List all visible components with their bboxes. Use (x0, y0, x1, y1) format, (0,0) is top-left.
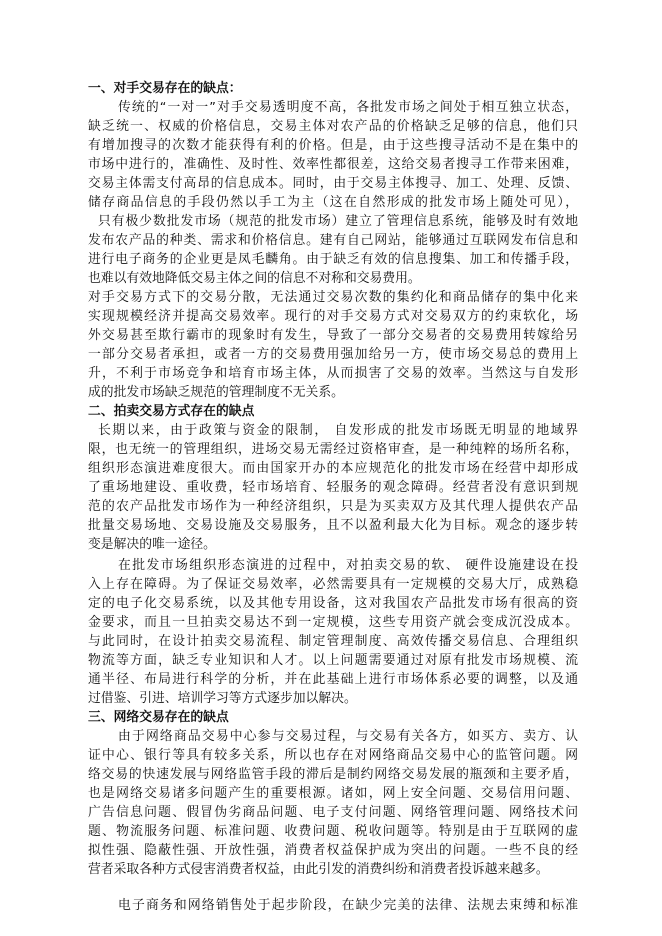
section-heading-2: 二、拍卖交易方式存在的缺点 (88, 404, 255, 419)
text-line: 了重场地建设、重收费，轻市场培育、轻服务的观念障碍。经营者没有意识到规 (88, 480, 578, 495)
text-line: 传统的“一对一”对手交易透明度不高，各批发市场之间处于相互独立状态， (118, 100, 578, 115)
text-line: 缺乏统一、权威的价格信息，交易主体对农产品的价格缺乏足够的信息，他们只 (88, 119, 578, 134)
text-line: 实现规模经济并提高交易效率。现行的对手交易方式对交易双方的约束软化，场 (88, 309, 578, 324)
text-line: 限，也无统一的管理组织，进场交易无需经过资格审查，是一种纯粹的场所名称， (88, 442, 578, 457)
text-line: 入上存在障碍。为了保证交易效率，必然需要具有一定规模的交易大厅，成熟稳 (88, 577, 578, 592)
section-heading-3: 三、网络交易存在的缺点 (88, 710, 229, 725)
text-line: 络交易的快速发展与网络监管手段的滞后是制约网络交易发展的瓶颈和主要矛盾， (88, 767, 578, 782)
text-line: 过借鉴、引进、培训学习等方式逐步加以解决。 (88, 691, 357, 706)
text-line: 与此同时，在设计拍卖交易流程、制定管理制度、高效传播交易信息、合理组织 (88, 634, 578, 649)
text-line: 只有极少数批发市场（规范的批发市场）建立了管理信息系统，能够及时有效地 (98, 214, 578, 229)
text-line: 批量交易场地、交易设施及交易服务，且不以盈利最大化为目标。观念的逐步转 (88, 518, 578, 533)
text-line: 拟性强、隐蔽性强、开放性强，消费者权益保护成为突出的问题。一些不良的经 (88, 843, 578, 858)
text-line: 在批发市场组织形态演进的过程中，对拍卖交易的软、 硬件设施建设在投 (118, 558, 578, 573)
text-line: 由于网络商品交易中心参与交易过程，与交易有关各方，如买方、卖方、认 (118, 729, 578, 744)
text-line: 通半径、布局进行科学的分析，并在此基础上进行市场体系必要的调整，以及通 (88, 672, 578, 687)
text-line: 组织形态演进难度很大。而由国家开办的本应规范化的批发市场在经营中却形成 (88, 461, 578, 476)
text-line: 交易主体需支付高昂的信息成本。同时，由于交易主体搜寻、加工、处理、反馈、 (88, 176, 578, 191)
text-line: 对手交易方式下的交易分散，无法通过交易次数的集约化和商品储存的集中化来 (88, 290, 578, 305)
text-line: 进行电子商务的企业更是凤毛麟角。由于缺乏有效的信息搜集、加工和传播手段， (88, 252, 578, 267)
text-line: 金要求，而且一旦拍卖交易达不到一定规模，这些专用资产就会变成沉没成本。 (88, 615, 578, 630)
text-line: 一部分交易者承担，或者一方的交易费用强加给另一方，使市场交易总的费用上 (88, 347, 578, 362)
text-line: 也是网络交易诸多问题产生的重要根源。诸如，网上安全问题、交易信用问题、 (88, 786, 578, 801)
text-line: 市场中进行的，准确性、及时性、效率性都很差，这给交易者搜寻工作带来困难， (88, 157, 578, 172)
text-line: 物流等方面，缺乏专业知识和人才。以上问题需要通过对原有批发市场规模、流 (88, 653, 578, 668)
text-line: 长期以来，由于政策与资金的限制， 自发形成的批发市场既无明显的地域界 (98, 423, 578, 438)
text-line: 广告信息问题、假冒伪劣商品问题、电子支付问题、网络管理问题、网络技术问 (88, 805, 578, 820)
text-line: 有增加搜寻的次数才能获得有利的价格。但是，由于这些搜寻活动不是在集中的 (88, 138, 578, 153)
text-line: 定的电子化交易系统，以及其他专用设备，这对我国农产品批发市场有很高的资 (88, 596, 578, 611)
text-line: 电子商务和网络销售处于起步阶段，在缺少完美的法律、法规去束缚和标准 (118, 898, 578, 913)
text-line: 也难以有效地降低交易主体之间的信息不对称和交易费用。 (88, 271, 421, 286)
text-line: 发布农产品的种类、需求和价格信息。建有自己网站，能够通过互联网发布信息和 (88, 233, 578, 248)
text-line: 范的农产品批发市场作为一种经济组织，只是为买卖双方及其代理人提供农产品 (88, 499, 578, 514)
text-line: 证中心、银行等具有较多关系，所以也存在对网络商品交易中心的监管问题。网 (88, 748, 578, 763)
text-line: 题、物流服务问题、标准问题、收费问题、税收问题等。特别是由于互联网的虚 (88, 824, 578, 839)
text-line: 升，不利于市场竞争和培育市场主体，从而损害了交易的效率。当然这与自发形 (88, 366, 578, 381)
text-line: 储存商品信息的手段仍然以手工为主（这在自然形成的批发市场上随处可见）， (88, 195, 578, 210)
text-line: 变是解决的唯一途径。 (88, 537, 216, 552)
section-heading-1: 一、对手交易存在的缺点： (88, 81, 242, 96)
text-line: 营者采取各种方式侵害消费者权益，由此引发的消费纠纷和消费者投诉越来越多。 (88, 862, 549, 877)
text-line: 成的批发市场缺乏规范的管理制度不无关系。 (88, 385, 344, 400)
text-line: 外交易甚至欺行霸市的现象时有发生，导致了一部分交易者的交易费用转嫁给另 (88, 328, 578, 343)
